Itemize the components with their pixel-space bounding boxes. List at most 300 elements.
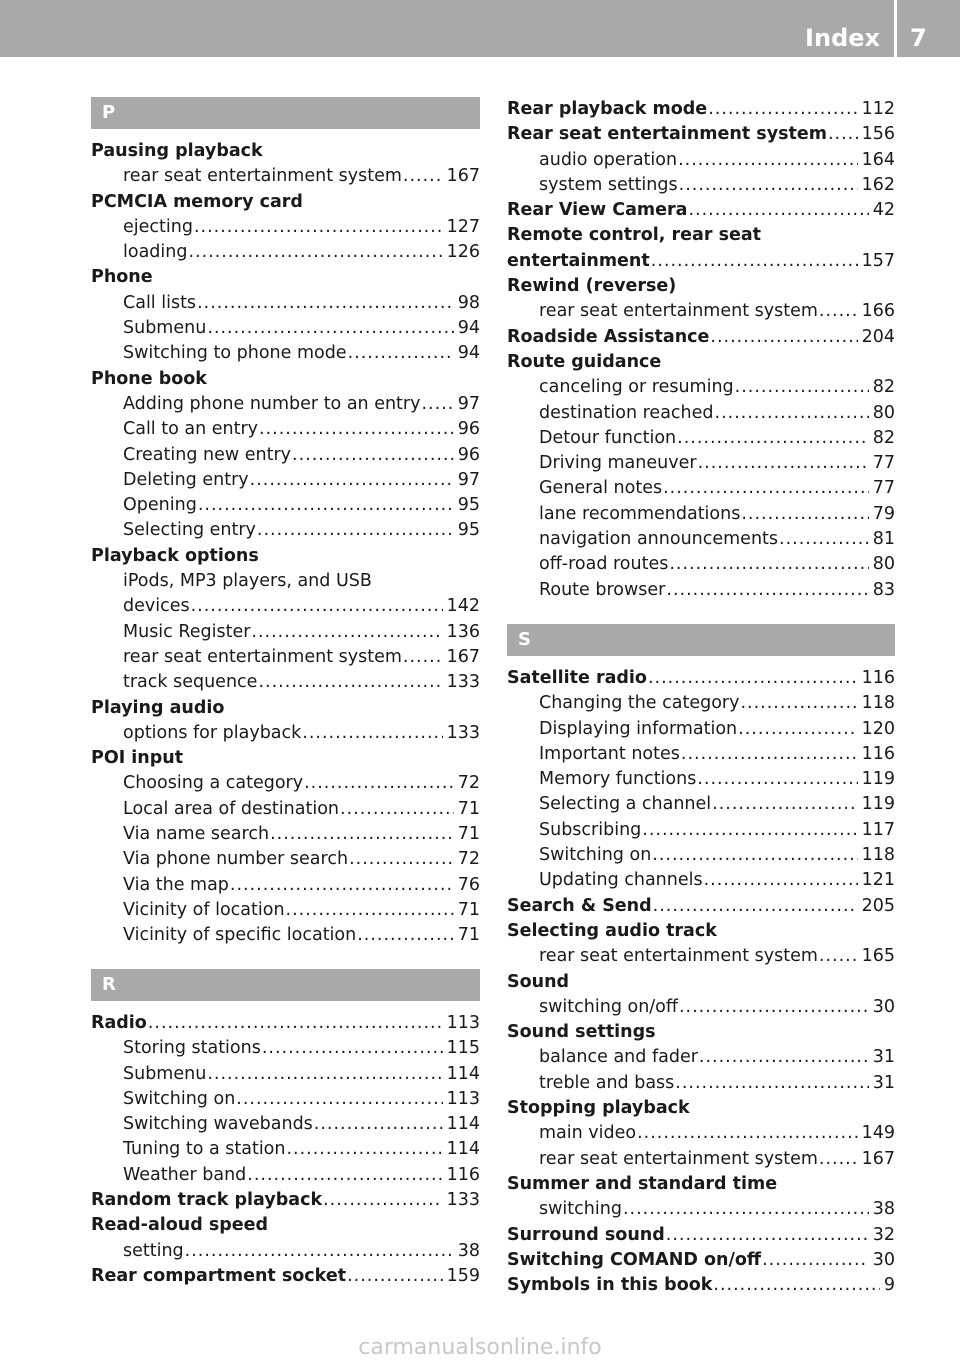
entry-page-number: 95	[457, 495, 480, 516]
leader-dots	[270, 822, 454, 847]
index-entry	[507, 122, 895, 147]
entry-text: Choosing a category	[123, 773, 304, 794]
entry-page-number: 113	[446, 1088, 480, 1109]
entry-text: Switching COMAND on/off	[507, 1249, 762, 1270]
entry-page-number: 38	[457, 1240, 480, 1261]
entry-page-number: 156	[861, 124, 895, 145]
leader-dots	[677, 426, 869, 451]
index-entry	[507, 527, 895, 552]
index-entry	[91, 265, 480, 290]
entry-text: Switching on	[539, 845, 652, 866]
index-entry	[91, 493, 480, 518]
entry-page-number: 76	[457, 874, 480, 895]
entry-text: rear seat entertainment system	[539, 301, 818, 322]
leader-dots	[819, 299, 858, 324]
leader-dots	[738, 717, 857, 742]
index-entry	[507, 843, 895, 868]
entry-page-number: 97	[457, 469, 480, 490]
entry-text: main video	[539, 1123, 637, 1144]
index-entry	[91, 569, 480, 594]
entry-text: Stopping playback	[507, 1098, 690, 1119]
index-entry	[91, 1087, 480, 1112]
entry-page-number: 31	[872, 1047, 895, 1068]
entry-page-number: 127	[446, 216, 480, 237]
entry-page-number: 95	[457, 520, 480, 541]
leader-dots	[259, 417, 454, 442]
entry-text: Tuning to a station	[123, 1139, 286, 1160]
entry-text: Via the map	[123, 874, 229, 895]
leader-dots	[421, 392, 453, 417]
watermark: carmanualsonline.info	[358, 1335, 602, 1360]
leader-dots	[735, 375, 869, 400]
header-divider	[894, 0, 897, 57]
entry-page-number: 72	[457, 773, 480, 794]
index-entry	[507, 552, 895, 577]
entry-page-number: 71	[457, 824, 480, 845]
index-entry	[91, 1062, 480, 1087]
index-entry	[507, 148, 895, 173]
entry-page-number: 120	[861, 718, 895, 739]
index-entry	[507, 1096, 895, 1121]
leader-dots	[197, 291, 454, 316]
entry-page-number: 205	[861, 895, 895, 916]
entry-text: Subscribing	[539, 819, 642, 840]
index-entry	[507, 1197, 895, 1222]
index-entry	[91, 1137, 480, 1162]
index-entry	[507, 691, 895, 716]
leader-dots	[247, 1163, 442, 1188]
entry-page-number: 82	[872, 377, 895, 398]
index-entry	[507, 742, 895, 767]
leader-dots	[741, 502, 868, 527]
leader-dots	[188, 240, 442, 265]
entry-text: Displaying information	[539, 718, 738, 739]
entry-text: Playing audio	[91, 697, 225, 718]
entry-text: Symbols in this book	[507, 1275, 713, 1296]
entry-text: Summer and standard time	[507, 1173, 778, 1194]
index-entry	[507, 944, 895, 969]
index-entry	[91, 1163, 480, 1188]
entry-page-number: 166	[861, 301, 895, 322]
index-entry	[507, 1045, 895, 1070]
index-entry	[507, 173, 895, 198]
index-entry	[91, 620, 480, 645]
entry-text: Roadside Assistance	[507, 326, 710, 347]
index-entry	[91, 721, 480, 746]
index-entry	[507, 502, 895, 527]
entry-text: Rear playback mode	[507, 99, 708, 119]
index-entry	[91, 190, 480, 215]
leader-dots	[185, 1239, 454, 1264]
entry-page-number: 157	[861, 250, 895, 271]
section-p	[91, 97, 480, 949]
entry-text: Changing the category	[539, 693, 740, 714]
entry-page-number: 77	[872, 453, 895, 474]
leader-dots	[669, 552, 868, 577]
entry-page-number: 119	[861, 794, 895, 815]
index-entry	[91, 645, 480, 670]
index-entry	[507, 1020, 895, 1045]
index-entry	[91, 746, 480, 771]
section-letter-p: P	[91, 97, 480, 129]
entry-text: Remote control, rear seat	[507, 225, 762, 246]
entry-text: Storing stations	[123, 1038, 261, 1059]
leader-dots	[653, 894, 858, 919]
leader-dots	[740, 691, 857, 716]
leader-dots	[230, 873, 454, 898]
leader-dots	[286, 1137, 442, 1162]
entry-text: system settings	[539, 174, 678, 195]
index-entry	[91, 923, 480, 948]
entry-page-number: 119	[861, 769, 895, 790]
leader-dots	[642, 818, 857, 843]
index-entry	[91, 240, 480, 265]
entry-text: Phone book	[91, 368, 207, 389]
entry-page-number: 114	[446, 1139, 480, 1160]
entry-text: rear seat entertainment system	[539, 946, 818, 967]
entry-text: Rear compartment socket	[91, 1265, 347, 1286]
entry-page-number: 72	[457, 849, 480, 870]
index-entry	[507, 198, 895, 223]
index-entry	[91, 164, 480, 189]
entry-page-number: 136	[446, 621, 480, 642]
entry-page-number: 31	[872, 1072, 895, 1093]
index-entry	[91, 215, 480, 240]
section-r-continued	[507, 97, 895, 603]
index-entry	[507, 325, 895, 350]
entry-page-number: 71	[457, 899, 480, 920]
entry-page-number: 42	[872, 200, 895, 221]
entry-page-number: 71	[457, 925, 480, 946]
index-entry	[91, 594, 480, 619]
entry-text: Adding phone number to an entry	[123, 393, 421, 414]
index-entry	[91, 1112, 480, 1137]
entry-page-number: 133	[446, 722, 480, 743]
leader-dots	[323, 1188, 443, 1213]
index-entry	[91, 1188, 480, 1213]
entry-text: Music Register	[123, 621, 251, 642]
index-entry	[91, 443, 480, 468]
leader-dots	[710, 325, 857, 350]
entry-page-number: 94	[457, 318, 480, 339]
leader-dots	[258, 670, 442, 695]
entry-text: Selecting entry	[123, 520, 256, 541]
leader-dots	[679, 995, 869, 1020]
entry-text: entertainment	[507, 250, 650, 271]
entry-text: loading	[123, 242, 188, 263]
leader-dots	[251, 620, 442, 645]
entry-page-number: 159	[446, 1265, 480, 1286]
entries-r-continued	[507, 97, 895, 603]
entry-text: Sound	[507, 971, 570, 992]
index-entry	[507, 717, 895, 742]
entry-text: Surround sound	[507, 1224, 665, 1245]
entry-page-number: 117	[861, 819, 895, 840]
entry-text: Important notes	[539, 743, 680, 764]
index-entry	[507, 1172, 895, 1197]
leader-dots	[681, 742, 858, 767]
entry-text: lane recommendations	[539, 503, 741, 524]
index-entry	[507, 666, 895, 691]
entry-page-number: 126	[446, 242, 480, 263]
leader-dots	[236, 1087, 442, 1112]
leader-dots	[191, 594, 443, 619]
leader-dots	[715, 401, 869, 426]
leader-dots	[262, 1036, 443, 1061]
leader-dots	[666, 578, 868, 603]
entry-text: options for playback	[123, 722, 302, 743]
entry-page-number: 98	[457, 292, 480, 313]
entry-page-number: 167	[861, 1148, 895, 1169]
entry-page-number: 112	[861, 99, 895, 119]
section-letter-s: S	[507, 624, 895, 656]
index-entry	[507, 868, 895, 893]
leader-dots	[688, 198, 868, 223]
leader-dots	[666, 1223, 869, 1248]
entry-text: Route browser	[539, 579, 666, 600]
index-entry	[91, 518, 480, 543]
index-entry	[507, 476, 895, 501]
leader-dots	[250, 468, 454, 493]
entry-page-number: 133	[446, 1190, 480, 1211]
entry-page-number: 116	[861, 743, 895, 764]
index-entry	[91, 1239, 480, 1264]
header-page-number: 7	[910, 24, 927, 52]
index-entry	[91, 341, 480, 366]
entry-page-number: 96	[457, 419, 480, 440]
leader-dots	[207, 316, 453, 341]
entry-page-number: 121	[861, 870, 895, 891]
entry-page-number: 133	[446, 672, 480, 693]
entry-page-number: 97	[457, 393, 480, 414]
entry-text: Local area of destination	[123, 798, 339, 819]
entries-s	[507, 666, 895, 1298]
entry-text: PCMCIA memory card	[91, 191, 303, 212]
entry-page-number: 71	[457, 798, 480, 819]
leader-dots	[828, 122, 858, 147]
leader-dots	[675, 1071, 868, 1096]
index-entry	[91, 1213, 480, 1238]
entry-text: rear seat entertainment system	[123, 646, 402, 667]
entry-text: setting	[123, 1240, 184, 1261]
entry-page-number: 204	[861, 326, 895, 347]
entry-text: Weather band	[123, 1164, 247, 1185]
leader-dots	[704, 868, 858, 893]
index-entry	[507, 767, 895, 792]
leader-dots	[637, 1121, 858, 1146]
entry-text: Call to an entry	[123, 419, 259, 440]
index-entry	[91, 898, 480, 923]
leader-dots	[198, 493, 454, 518]
entry-text: Playback options	[91, 545, 259, 566]
index-entry	[91, 797, 480, 822]
entry-page-number: 94	[457, 343, 480, 364]
leader-dots	[357, 923, 454, 948]
entry-page-number: 167	[446, 646, 480, 667]
entries-r	[91, 1011, 480, 1289]
entry-text: Selecting a channel	[539, 794, 712, 815]
entry-page-number: 165	[861, 946, 895, 967]
entry-text: Opening	[123, 495, 197, 516]
index-entry	[507, 249, 895, 274]
entry-text: canceling or resuming	[539, 377, 734, 398]
entry-text: Detour function	[539, 427, 677, 448]
entry-text: Selecting audio track	[507, 920, 717, 941]
index-entry	[507, 1071, 895, 1096]
index-entry	[507, 299, 895, 324]
index-entry	[91, 873, 480, 898]
index-entry	[91, 291, 480, 316]
leader-dots	[302, 721, 442, 746]
entry-text: Deleting entry	[123, 469, 249, 490]
entry-text: treble and bass	[539, 1072, 675, 1093]
leader-dots	[697, 767, 857, 792]
leader-dots	[314, 1112, 443, 1137]
section-letter-r: R	[91, 969, 480, 1001]
index-entry	[507, 223, 895, 248]
entry-page-number: 30	[872, 1249, 895, 1270]
index-entry	[91, 1264, 480, 1289]
index-entry	[91, 367, 480, 392]
entry-page-number: 164	[861, 149, 895, 170]
index-entry	[91, 771, 480, 796]
entry-text: Pausing playback	[91, 141, 263, 161]
entry-page-number: 38	[872, 1199, 895, 1220]
leader-dots	[292, 443, 454, 468]
index-entry	[91, 847, 480, 872]
entry-page-number: 118	[861, 845, 895, 866]
index-entry	[507, 1147, 895, 1172]
entry-page-number: 96	[457, 444, 480, 465]
leader-dots	[148, 1011, 443, 1036]
index-entry	[91, 544, 480, 569]
entry-text: Submenu	[123, 318, 207, 339]
index-entry	[507, 578, 895, 603]
leader-dots	[286, 898, 454, 923]
index-entry	[507, 274, 895, 299]
section-s	[507, 624, 895, 1298]
entry-page-number: 114	[446, 1114, 480, 1135]
leader-dots	[623, 1197, 869, 1222]
leader-dots	[698, 451, 869, 476]
leader-dots	[348, 341, 454, 366]
leader-dots	[403, 164, 443, 189]
entry-page-number: 30	[872, 996, 895, 1017]
entry-page-number: 162	[861, 174, 895, 195]
entry-page-number: 116	[861, 668, 895, 688]
index-entry	[507, 350, 895, 375]
entry-text: Updating channels	[539, 870, 703, 891]
section-r	[91, 969, 480, 1289]
entries-p	[91, 139, 480, 949]
entry-text: Submenu	[123, 1063, 207, 1084]
leader-dots	[347, 1264, 443, 1289]
index-entry	[91, 417, 480, 442]
leader-dots	[194, 215, 443, 240]
index-entry	[507, 375, 895, 400]
index-entry	[507, 97, 895, 122]
entry-page-number: 115	[446, 1038, 480, 1059]
entry-text: POI input	[91, 748, 184, 769]
entry-text: iPods, MP3 players, and USB	[123, 571, 372, 592]
entry-text: Vicinity of location	[123, 899, 285, 920]
leader-dots	[340, 797, 454, 822]
entry-text: off-road routes	[539, 554, 669, 575]
index-entry	[507, 995, 895, 1020]
index-entry	[507, 792, 895, 817]
entry-text: Call lists	[123, 292, 197, 313]
entry-page-number: 80	[872, 554, 895, 575]
leader-dots	[762, 1248, 869, 1273]
entry-text: Switching wavebands	[123, 1114, 313, 1135]
entry-text: Search & Send	[507, 895, 652, 916]
entry-text: Via phone number search	[123, 849, 349, 870]
entry-text: Sound settings	[507, 1022, 656, 1043]
entry-text: ejecting	[123, 216, 193, 237]
entry-text: Route guidance	[507, 351, 662, 372]
entry-text: navigation announcements	[539, 529, 779, 550]
entry-text: audio operation	[539, 149, 678, 170]
entry-text: Radio	[91, 1013, 147, 1033]
entry-text: switching on/off	[539, 996, 678, 1017]
entry-text: General notes	[539, 478, 663, 499]
index-entry	[91, 670, 480, 695]
index-entry	[91, 316, 480, 341]
entry-page-number: 113	[446, 1013, 480, 1033]
leader-dots	[403, 645, 443, 670]
entry-text: Vicinity of specific location	[123, 925, 357, 946]
index-entry	[91, 468, 480, 493]
entry-page-number: 116	[446, 1164, 480, 1185]
index-entry	[91, 139, 480, 164]
entry-text: Creating new entry	[123, 444, 292, 465]
leader-dots	[207, 1062, 442, 1087]
index-entry	[507, 970, 895, 995]
entry-text: track sequence	[123, 672, 258, 693]
leader-dots	[708, 97, 857, 122]
entry-page-number: 81	[872, 529, 895, 550]
entry-text: rear seat entertainment system	[539, 1148, 818, 1169]
entry-text: Switching on	[123, 1088, 236, 1109]
index-entry	[507, 401, 895, 426]
header-title: Index	[805, 24, 880, 52]
index-entry	[507, 1121, 895, 1146]
entry-text: balance and fader	[539, 1047, 698, 1068]
leader-dots	[713, 1273, 879, 1298]
entry-page-number: 77	[872, 478, 895, 499]
index-entry	[507, 818, 895, 843]
leader-dots	[349, 847, 454, 872]
entry-text: Rewind (reverse)	[507, 276, 677, 297]
leader-dots	[779, 527, 869, 552]
leader-dots	[819, 1147, 858, 1172]
leader-dots	[712, 792, 857, 817]
entry-text: devices	[123, 596, 190, 617]
leader-dots	[678, 148, 858, 173]
page-header	[0, 0, 960, 57]
entry-page-number: 82	[872, 427, 895, 448]
index-entry	[507, 919, 895, 944]
entry-text: Phone	[91, 267, 153, 288]
entry-page-number: 80	[872, 402, 895, 423]
index-entry	[91, 822, 480, 847]
entry-text: rear seat entertainment system	[123, 166, 402, 187]
entry-page-number: 149	[861, 1123, 895, 1144]
entry-text: Memory functions	[539, 769, 697, 790]
entry-text: Rear View Camera	[507, 200, 688, 221]
entry-text: Switching to phone mode	[123, 343, 347, 364]
entry-page-number: 167	[446, 166, 480, 187]
